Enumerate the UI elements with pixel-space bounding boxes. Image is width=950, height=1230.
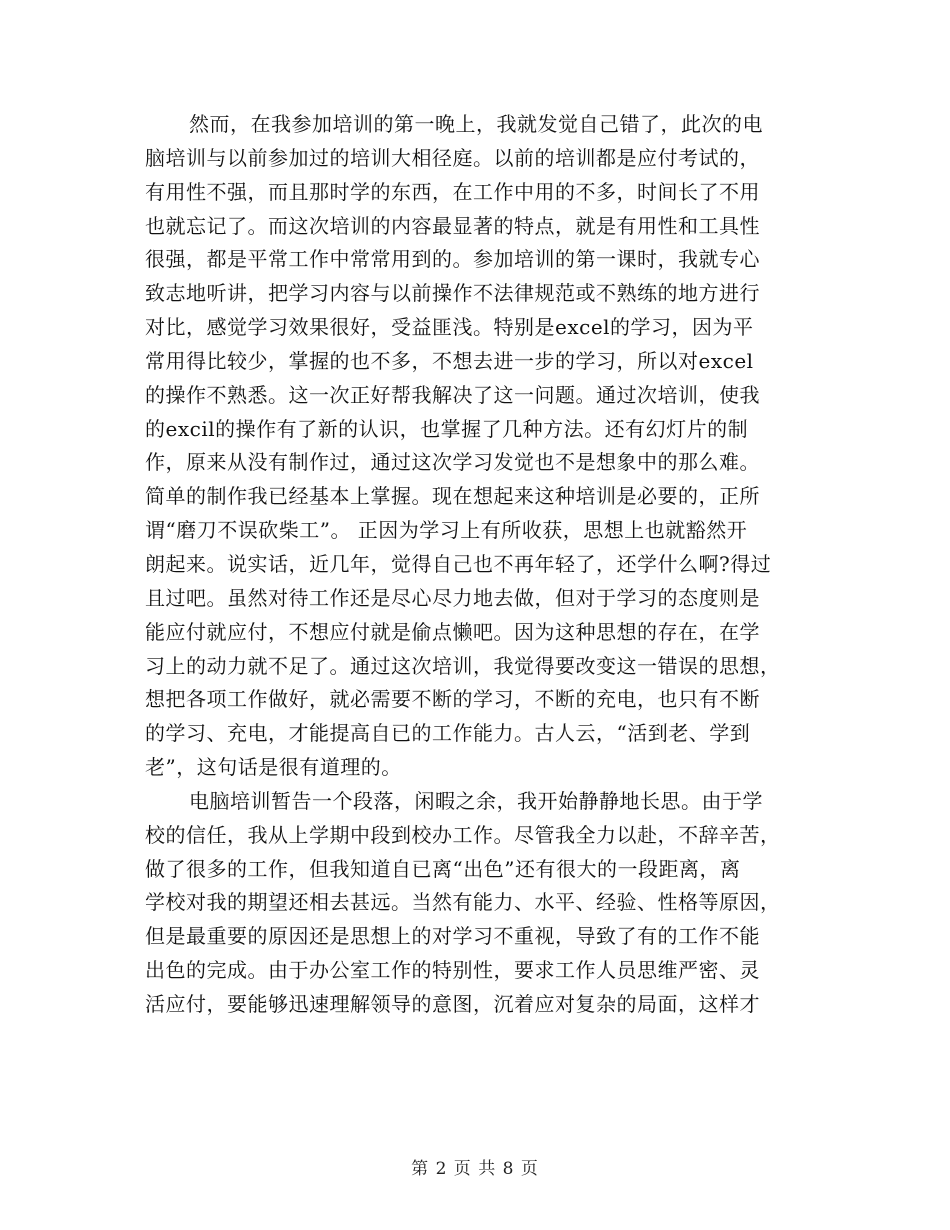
- paragraph-line: 作，原来从没有制作过，通过这次学习发觉也不是想象中的那么难。: [145, 450, 760, 475]
- paragraph-line: 谓“磨刀不误砍柴工”。 正因为学习上有所收获，思想上也就豁然开: [145, 518, 748, 543]
- paragraph-line: 校的信任，我从上学期中段到校办工作。尽管我全力以赴，不辞辛苦，: [145, 822, 781, 847]
- paragraph-line: 简单的制作我已经基本上掌握。现在想起来这种培训是必要的，正所: [145, 484, 760, 509]
- paragraph-line: 致志地听讲，把学习内容与以前操作不法律规范或不熟练的地方进行: [145, 281, 760, 306]
- paragraph-line: 脑培训与以前参加过的培训大相径庭。以前的培训都是应付考试的，: [145, 145, 760, 170]
- paragraph-line: 活应付，要能够迅速理解领导的意图，沉着应对复杂的局面，这样才: [145, 991, 760, 1016]
- paragraph-line: 做了很多的工作，但我知道自已离“出色”还有很大的一段距离，离: [145, 856, 741, 881]
- paragraph-line: 电脑培训暂告一个段落，闲暇之余，我开始静静地长思。由于学: [189, 788, 763, 813]
- paragraph-line: 也就忘记了。而这次培训的内容最显著的特点，就是有用性和工具性: [145, 213, 760, 238]
- paragraph-line: 的操作不熟悉。这一次正好帮我解决了这一问题。通过次培训，使我: [145, 382, 760, 407]
- paragraph-line: 但是最重要的原因还是思想上的对学习不重视，导致了有的工作不能: [145, 924, 760, 949]
- paragraph-line: 然而，在我参加培训的第一晚上，我就发觉自己错了，此次的电: [189, 112, 763, 136]
- paragraph-line: 很强，都是平常工作中常常用到的。参加培训的第一课时，我就专心: [145, 247, 760, 272]
- paragraph-line: 能应付就应付，不想应付就是偷点懒吧。因为这种思想的存在，在学: [145, 619, 760, 644]
- paragraph-line: 且过吧。虽然对待工作还是尽心尽力地去做，但对于学习的态度则是: [145, 585, 760, 610]
- paragraph-line: 出色的完成。由于办公室工作的特别性，要求工作人员思维严密、灵: [145, 958, 760, 983]
- page-number-footer: 第 2 页 共 8 页: [411, 1159, 539, 1179]
- paragraph-line: 习上的动力就不足了。通过这次培训，我觉得要改变这一错误的思想，: [145, 653, 781, 678]
- paragraph-line: 学校对我的期望还相去甚远。当然有能力、水平、经验、性格等原因，: [145, 890, 781, 915]
- paragraph-line: 对比，感觉学习效果很好，受益匪浅。特别是excel的学习，因为平: [145, 315, 754, 340]
- paragraph-line: 想把各项工作做好，就必需要不断的学习，不断的充电，也只有不断: [145, 687, 760, 712]
- paragraph-line: 的excil的操作有了新的认识，也掌握了几种方法。还有幻灯片的制: [145, 416, 749, 441]
- paragraph-line: 老”，这句话是很有道理的。: [145, 755, 402, 780]
- paragraph-line: 有用性不强，而且那时学的东西，在工作中用的不多，时间长了不用: [145, 179, 760, 204]
- paragraph-line: 朗起来。说实话，近几年，觉得自己也不再年轻了，还学什么啊?得过: [145, 551, 772, 576]
- paragraph-line: 常用得比较少，掌握的也不多，不想去进一步的学习，所以对excel: [145, 348, 754, 373]
- body-text: [145, 108, 805, 1022]
- paragraph-line: 的学习、充电，才能提高自已的工作能力。古人云，“活到老、学到: [145, 721, 751, 746]
